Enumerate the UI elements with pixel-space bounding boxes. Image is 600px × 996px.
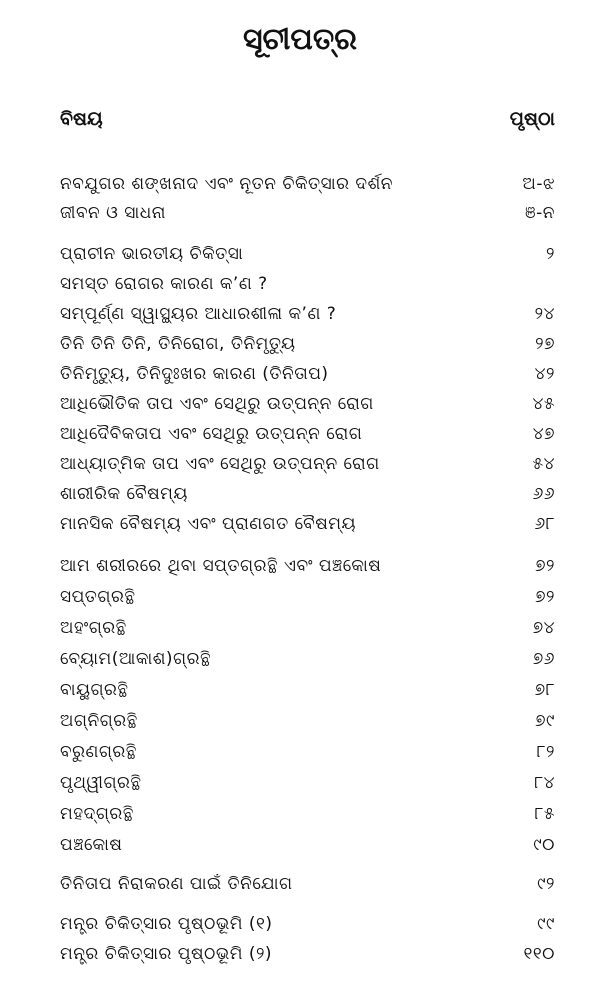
toc-entry-title: ପଞ୍ଚକୋଷ (60, 835, 123, 855)
toc-entry (60, 645, 555, 673)
toc-entry-title: ବ୍ୟୋମ(ଆକାଶ)ଗ୍ରନ୍ଥି (60, 649, 212, 669)
toc-entry (60, 300, 555, 328)
toc-entry-title: ମନ୍ତ୍ର ଚିକିତ୍ସାର ପୃଷ୍ଠଭୂମି (୨) (60, 944, 273, 964)
toc-entry-page: ୭୨ (535, 587, 555, 607)
toc-entry-title: ସମ୍ପୂର୍ଣ୍ଣ ସ୍ୱାସ୍ଥ୍ୟର ଆଧାରଶୀଳା କ’ଣ ? (60, 304, 337, 324)
toc-entry (60, 420, 555, 448)
toc-entry-title: ଶାରୀରିକ ବୈଷମ୍ୟ (60, 484, 188, 504)
toc-entry-title: ତିନିମୃତ୍ୟୁ, ତିନିଦୁଃଖର କାରଣ (ତିନିତାପ) (60, 364, 329, 384)
toc-entry-title: ବରୁଣଗ୍ରନ୍ଥି (60, 742, 137, 762)
toc-entry-page: ୮୪ (534, 773, 555, 793)
toc-entry-page: ୪୭ (532, 424, 555, 444)
toc-entry (60, 170, 555, 198)
toc-entry (60, 870, 555, 898)
toc-entry (60, 510, 555, 538)
toc-entry (60, 800, 555, 828)
toc-entry-page: ଞ-ନ (525, 203, 555, 223)
toc-entry-title: ସପ୍ତଗ୍ରନ୍ଥି (60, 587, 136, 607)
toc-title: ସୂଚୀପତ୍ର (243, 22, 357, 57)
toc-entry (60, 940, 555, 968)
toc-entry-title: ଜୀବନ ଓ ସାଧନା (60, 203, 166, 223)
toc-entry-title: ମହଦ୍‌ଗ୍ରନ୍ଥି (60, 804, 134, 824)
toc-entry (60, 738, 555, 766)
toc-entry-page: ୯୯ (537, 914, 555, 934)
toc-entry-title: ଅଗ୍ନିଗ୍ରନ୍ଥି (60, 711, 138, 731)
toc-entry (60, 769, 555, 797)
toc-entry-title: ପ୍ରାଚୀନ ଭାରତୀୟ ଚିକିତ୍ସା (60, 244, 244, 264)
toc-entry (60, 910, 555, 938)
toc-entry-title: ବାୟୁଗ୍ରନ୍ଥି (60, 680, 129, 700)
toc-entry-title: ଆଧିଦୈବିକତାପ ଏବଂ ସେଥିରୁ ଉତ୍ପନ୍ନ ରୋଗ (60, 424, 363, 444)
subject-column-header: ବିଷୟ (60, 108, 103, 130)
toc-entry-title: ମାନସିକ ବୈଷମ୍ୟ ଏବଂ ପ୍ରାଣଗତ ବୈଷମ୍ୟ (60, 514, 357, 534)
toc-entry-title: ଆଧିଭୌତିକ ତାପ ଏବଂ ସେଥିରୁ ଉତ୍ପନ୍ନ ରୋଗ (60, 394, 374, 414)
toc-entry-page: ୬୬ (532, 484, 555, 504)
toc-entry-title: ତିନି ତିନି ତିନି, ତିନିରୋଗ, ତିନିମୃତ୍ୟୁ (60, 334, 296, 354)
toc-entry (60, 583, 555, 611)
toc-entry (60, 360, 555, 388)
toc-entry (60, 270, 555, 298)
toc-entry-page: ୪୨ (534, 364, 555, 384)
toc-entry-page: ୫୪ (532, 454, 555, 474)
toc-entry-page: ଅ-ଝ (522, 174, 555, 194)
toc-entry-title: ଅହଂଗ୍ରନ୍ଥି (60, 618, 127, 638)
toc-entry-page: ୨ (546, 244, 555, 264)
toc-entry-title: ସମସ୍ତ ରୋଗର କାରଣ କ’ଣ ? (60, 274, 268, 294)
toc-entry-title: ମନ୍ତ୍ର ଚିକିତ୍ସାର ପୃଷ୍ଠଭୂମି (୧) (60, 914, 273, 934)
toc-entry-title: ତିନିତାପ ନିରାକରଣ ପାଇଁ ତିନିଯୋଗ (60, 874, 293, 894)
toc-entry-page: ୧୧୦ (523, 944, 555, 964)
toc-entry (60, 480, 555, 508)
toc-entry (60, 450, 555, 478)
toc-entry-page: ୯୨ (537, 874, 555, 894)
toc-entry-page: ୨୪ (534, 304, 555, 324)
page-column-header: ପୃଷ୍ଠା (509, 108, 555, 130)
toc-entry (60, 707, 555, 735)
toc-entry (60, 390, 555, 418)
toc-entry (60, 676, 555, 704)
toc-entry-page: ୭୪ (532, 618, 555, 638)
toc-entry (60, 199, 555, 227)
toc-entry-page: ୮୨ (536, 742, 555, 762)
toc-entry (60, 614, 555, 642)
toc-entry-title: ଆଧ୍ୟାତ୍ମିକ ତାପ ଏବଂ ସେଥିରୁ ଉତ୍ପନ୍ନ ରୋଗ (60, 454, 380, 474)
toc-entry-page: ୭୨ (535, 556, 555, 576)
toc-entry-title: ଆମ ଶରୀରରେ ଥିବା ସପ୍ତଗ୍ରନ୍ଥି ଏବଂ ପଞ୍ଚକୋଷ (60, 556, 382, 576)
toc-entry-page: ୭୬ (532, 649, 555, 669)
toc-entry-page: ୨୭ (535, 334, 555, 354)
toc-entry-page: ୭୯ (535, 711, 555, 731)
toc-entry (60, 330, 555, 358)
toc-entry-title: ପୃଥ୍ୱୀଗ୍ରନ୍ଥି (60, 773, 142, 793)
toc-entry-page: ୬୮ (534, 514, 555, 534)
toc-entry-title: ନବଯୁଗର ଶଙ୍ଖନାଦ ଏବଂ ନୂତନ ଚିକିତ୍ସାର ଦର୍ଶନ (60, 174, 393, 194)
toc-entry (60, 240, 555, 268)
toc-entry (60, 831, 555, 859)
toc-entry-page: ୪୫ (532, 394, 555, 414)
toc-entry-page: ୯୦ (533, 835, 555, 855)
toc-entry-page: ୮୫ (534, 804, 555, 824)
toc-entry-page: ୭୮ (534, 680, 555, 700)
toc-entry (60, 552, 555, 580)
